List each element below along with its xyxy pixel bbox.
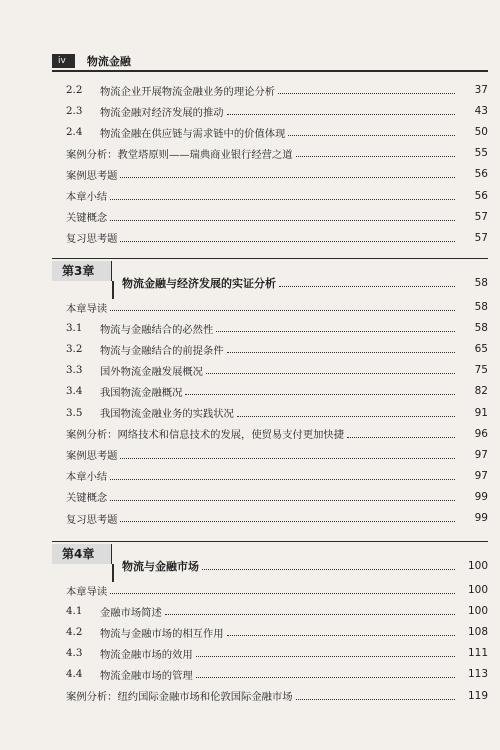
toc-entry[interactable]: [66, 298, 488, 316]
toc-entry-number: 4.3: [66, 647, 83, 660]
toc-entry-number: 4.4: [66, 668, 83, 681]
header-bar: [52, 53, 131, 69]
toc-entry-title: 案例分析：纽约国际金融市场和伦敦国际金融市场: [66, 691, 293, 703]
dot-leader: [196, 655, 455, 657]
dot-leader: [278, 92, 455, 94]
toc-entry[interactable]: [66, 488, 488, 506]
toc-entry-title: 关键概念: [66, 492, 108, 505]
chapter-page: 100: [467, 560, 488, 572]
toc-entry[interactable]: [66, 382, 488, 400]
page-number: iv: [52, 54, 75, 68]
dot-leader: [120, 520, 455, 522]
toc-entry-number: 2.4: [66, 126, 83, 139]
toc-entry[interactable]: [66, 509, 488, 527]
dot-leader: [110, 592, 455, 594]
dot-leader: [288, 134, 455, 136]
toc-entry-page: 57: [474, 231, 488, 244]
toc-entry-number: 2.3: [66, 105, 83, 118]
chapter-page: 58: [474, 277, 488, 289]
chapter-title: 物流与金融市场: [122, 560, 199, 573]
toc-entry[interactable]: [66, 581, 488, 599]
toc-entry-page: 100: [467, 584, 488, 596]
toc-entry-number: 4.1: [66, 605, 83, 618]
dot-leader: [237, 415, 455, 417]
chapter-title: 物流金融与经济发展的实证分析: [122, 277, 276, 290]
toc-entry-title: 本章小结: [66, 471, 108, 484]
toc-entry[interactable]: [66, 187, 488, 205]
toc-entry[interactable]: [66, 340, 488, 358]
toc-entry-title: 本章导读: [66, 302, 108, 315]
chapter-title-row[interactable]: [122, 274, 488, 292]
toc-entry[interactable]: [66, 144, 488, 162]
dot-leader: [347, 436, 455, 438]
toc-entry-page: 100: [467, 605, 488, 618]
toc-entry-title: 本章小结: [66, 191, 108, 203]
toc-entry-title: 物流与金融结合的前提条件: [100, 344, 224, 357]
toc-entry-title: 物流金融对经济发展的推动: [100, 106, 224, 119]
toc-entry-number: 3.2: [66, 343, 83, 356]
toc-entry[interactable]: [66, 404, 488, 422]
toc-entry-title: 物流企业开展物流金融业务的理论分析: [100, 85, 276, 98]
toc-entry-page: 55: [474, 147, 488, 160]
dot-leader: [110, 219, 455, 221]
toc-entry-page: 65: [474, 343, 488, 356]
toc-entry[interactable]: [66, 446, 488, 464]
toc-entry[interactable]: [66, 425, 488, 443]
chapter-label: 第4章: [52, 544, 112, 564]
toc-entry-title: 物流与金融结合的必然性: [100, 323, 214, 336]
toc-entry-page: 56: [474, 168, 488, 181]
book-title: 物流金融: [86, 55, 131, 68]
toc-entry[interactable]: [66, 467, 488, 485]
toc-entry-page: 111: [467, 647, 488, 660]
toc-entry-title: 复习思考题: [66, 233, 118, 246]
toc-entry-page: 58: [474, 301, 488, 313]
toc-entry-page: 96: [474, 427, 488, 440]
toc-entry-title: 案例思考题: [66, 169, 118, 182]
toc-entry-title: 案例思考题: [66, 450, 118, 463]
toc-entry[interactable]: [66, 687, 488, 705]
toc-entry[interactable]: [66, 165, 488, 183]
toc-entry[interactable]: [66, 644, 488, 662]
toc-entry-title: 金融市场简述: [100, 606, 162, 619]
toc-entry-number: 3.4: [66, 385, 83, 398]
dot-leader: [165, 613, 455, 615]
toc-entry-title: 我国物流金融概况: [100, 386, 183, 399]
toc-entry-number: 2.2: [66, 84, 83, 96]
toc-entry-title: 物流金融在供应链与需求链中的价值体现: [100, 127, 286, 140]
toc-entry-page: 58: [474, 322, 488, 335]
dot-leader: [110, 499, 455, 501]
dot-leader: [110, 309, 455, 311]
dot-leader: [296, 155, 455, 157]
toc-entry-title: 物流金融市场的管理: [100, 669, 193, 682]
dot-leader: [196, 676, 455, 678]
toc-entry-number: 3.5: [66, 406, 83, 419]
toc-entry-title: 物流金融市场的效用: [100, 648, 193, 661]
toc-entry[interactable]: [66, 123, 488, 141]
chapter-divider: [112, 281, 114, 299]
dot-leader: [120, 240, 455, 242]
toc-entry-title: 案例分析：网络技术和信息技术的发展，使贸易支付更加快捷: [66, 429, 345, 442]
dot-leader: [110, 198, 455, 200]
dot-leader: [120, 176, 455, 178]
dot-leader: [120, 457, 455, 459]
header-rule: [52, 70, 488, 72]
toc-entry-page: 108: [467, 626, 488, 639]
toc-entry-title: 案例分析：教堂塔原则——瑞典商业银行经营之道: [66, 148, 293, 161]
toc-entry-page: 97: [474, 469, 488, 482]
dot-leader: [185, 393, 455, 395]
toc-entry-number: 3.3: [66, 364, 83, 377]
toc-entry[interactable]: [66, 361, 488, 379]
toc-entry[interactable]: [66, 81, 488, 99]
toc-entry-page: 56: [474, 189, 488, 202]
chapter-label: 第3章: [52, 261, 112, 281]
dot-leader: [110, 478, 455, 480]
toc-entry[interactable]: [66, 665, 488, 683]
toc-entry-page: 37: [474, 84, 488, 96]
toc-entry-page: 97: [474, 448, 488, 461]
toc-entry[interactable]: [66, 229, 488, 247]
dot-leader: [227, 113, 455, 115]
toc-entry-title: 复习思考题: [66, 513, 118, 526]
toc-entry[interactable]: [66, 208, 488, 226]
dot-leader: [279, 285, 455, 287]
toc-entry-page: 113: [467, 668, 488, 681]
toc-entry-page: 43: [474, 105, 488, 118]
toc-entry-page: 99: [474, 512, 488, 524]
toc-entry-title: 关键概念: [66, 212, 108, 225]
toc-entry-page: 75: [474, 364, 488, 377]
dot-leader: [216, 330, 455, 332]
toc-entry[interactable]: [66, 319, 488, 337]
toc-entry-page: 50: [474, 126, 488, 139]
toc-entry[interactable]: [66, 102, 488, 120]
toc-entry-page: 82: [474, 385, 488, 398]
toc-entry-page: 91: [474, 406, 488, 419]
toc-entry-page: 119: [467, 689, 488, 702]
toc-entry-title: 本章导读: [66, 585, 108, 598]
toc-entry[interactable]: [66, 602, 488, 620]
toc-entry[interactable]: [66, 623, 488, 641]
chapter-title-row[interactable]: [122, 557, 488, 575]
dot-leader: [206, 372, 455, 374]
toc-entry-title: 物流与金融市场的相互作用: [100, 627, 224, 640]
dot-leader: [202, 568, 455, 570]
dot-leader: [296, 698, 455, 700]
toc-entry-number: 3.1: [66, 322, 83, 335]
chapter-divider: [112, 564, 114, 582]
dot-leader: [227, 634, 455, 636]
toc-entry-title: 我国物流金融业务的实践状况: [100, 408, 234, 420]
toc-entry-page: 99: [474, 490, 488, 503]
toc-entry-title: 国外物流金融发展概况: [100, 365, 203, 378]
toc-entry-number: 4.2: [66, 626, 83, 639]
toc-entry-page: 57: [474, 210, 488, 223]
dot-leader: [227, 351, 455, 353]
